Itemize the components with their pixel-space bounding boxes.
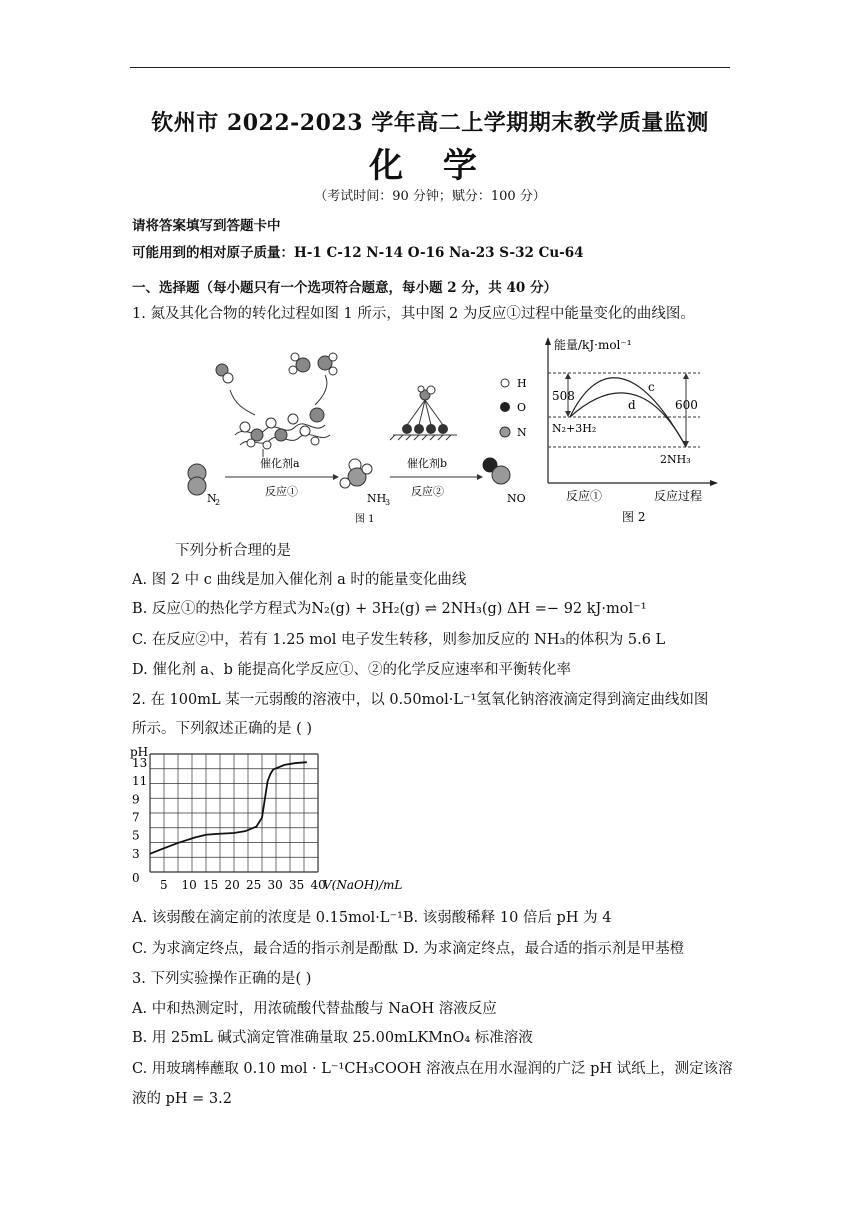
fig2-label-c: c <box>648 380 655 394</box>
fig2-label-d: d <box>628 398 636 412</box>
nh3-subscript: 3 <box>385 498 391 507</box>
legend-n-icon <box>500 427 510 437</box>
y-tick-label: 5 <box>132 828 140 843</box>
x-tick-label: 20 <box>224 878 240 892</box>
fig2-xlabel-reaction: 反应① <box>566 489 603 503</box>
q2-stem-line1: 2. 在 100mL 某一元弱酸的溶液中，以 0.50mol·L⁻¹氢氧化钠溶液滴定得到滴定曲线如图 <box>132 692 709 708</box>
legend-n-label: N <box>517 426 527 439</box>
nh3-label: NH <box>367 492 387 505</box>
fig2-reactants: N₂+3H₂ <box>552 422 597 435</box>
section-heading: 一、选择题（每小题只有一个选项符合题意，每小题 2 分，共 40 分） <box>132 280 557 296</box>
fig2-products: 2NH₃ <box>660 453 691 466</box>
fig2-value-508: 508 <box>552 389 575 403</box>
q2-options-cd: C. 为求滴定终点，最合适的指示剂是酚酞 D. 为求滴定终点，最合适的指示剂是甲基橙 <box>132 941 685 957</box>
catalyst-a-label: 催化剂a <box>260 457 300 470</box>
legend-o-icon <box>500 402 510 412</box>
x-tick-label: 15 <box>203 878 219 892</box>
q1-prompt: 下列分析合理的是 <box>175 543 291 559</box>
nh3-molecule-top <box>289 353 337 375</box>
q1-option-d: D. 催化剂 a、b 能提高化学反应①、②的化学反应速率和平衡转化率 <box>132 662 571 678</box>
catalyst-b-surface <box>390 386 457 440</box>
q1-option-b: B. 反应①的热化学方程式为N₂(g) + 3H₂(g) ⇌ 2NH₃(g) ΔH =− 92 kJ·mol⁻¹ <box>132 601 647 617</box>
q2-stem-line2: 所示。下列叙述正确的是 ( ) <box>132 721 313 737</box>
legend-o-label: O <box>517 401 527 414</box>
chart-xlabel: V(NaOH)/mL <box>323 878 403 892</box>
n2-subscript: 2 <box>215 498 221 507</box>
chart-ylabel: pH <box>130 745 149 759</box>
q2-options-ab: A. 该弱酸在滴定前的浓度是 0.15mol·L⁻¹B. 该弱酸稀释 10 倍后 pH 为 4 <box>132 910 612 926</box>
figure-2-caption: 图 2 <box>622 510 646 524</box>
figure-2 <box>540 335 725 530</box>
q1-option-c: C. 在反应②中，若有 1.25 mol 电子发生转移，则参加反应的 NH₃的体积为 5.6 L <box>132 632 666 648</box>
x-tick-label: 40 <box>310 878 326 892</box>
page-title: 钦州市 2022-2023 学年高二上学期期末教学质量监测 <box>151 110 709 136</box>
fig2-ylabel: 能量/kJ·mol⁻¹ <box>554 338 632 352</box>
y-tick-label: 3 <box>132 846 140 861</box>
n2-label: N <box>207 492 217 505</box>
q3-option-c-line2: 液的 pH = 3.2 <box>132 1091 232 1107</box>
subject-title: 化 学 <box>369 146 491 186</box>
catalyst-b-label: 催化剂b <box>407 457 448 470</box>
fig2-xlabel-process: 反应过程 <box>654 489 703 503</box>
reaction1-label: 反应① <box>265 485 298 498</box>
h2-molecule-top <box>216 364 233 383</box>
q1-option-a: A. 图 2 中 c 曲线是加入催化剂 a 时的能量变化曲线 <box>132 572 467 588</box>
y-tick-label: 9 <box>132 792 140 807</box>
q3-stem: 3. 下列实验操作正确的是( ) <box>132 971 312 987</box>
no-label: NO <box>507 492 526 505</box>
x-tick-label: 30 <box>267 878 283 892</box>
q3-option-a: A. 中和热测定时，用浓硫酸代替盐酸与 NaOH 溶液反应 <box>132 1001 497 1017</box>
catalyst-a-surface <box>235 408 330 449</box>
fig2-curve-c <box>570 378 686 447</box>
x-tick-label: 25 <box>246 878 262 892</box>
n2-molecule <box>188 464 206 495</box>
fig2-value-600: 600 <box>675 398 698 412</box>
y-tick-label: 7 <box>132 810 140 825</box>
q3-option-b: B. 用 25mL 碱式滴定管准确量取 25.00mLKMnO₄ 标准溶液 <box>132 1030 533 1046</box>
legend-h-label: H <box>517 377 527 390</box>
titration-curve <box>150 762 307 854</box>
y-tick-label: 11 <box>132 774 148 789</box>
atomic-masses: 可能用到的相对原子质量：H-1 C-12 N-14 O-16 Na-23 S-32 Cu-64 <box>132 245 584 261</box>
exam-info: （考试时间：90 分钟；赋分：100 分） <box>314 189 546 204</box>
x-tick-label: 35 <box>289 878 305 892</box>
y-tick-label: 0 <box>132 871 140 885</box>
legend-h-icon <box>501 379 509 387</box>
figure-1 <box>175 345 545 525</box>
titration-chart <box>128 744 428 894</box>
answer-instruction: 请将答案填写到答题卡中 <box>132 218 281 234</box>
y-tick-label: 13 <box>132 756 148 771</box>
x-tick-label: 5 <box>160 878 168 892</box>
top-rule <box>130 67 730 68</box>
q1-stem: 1. 氮及其化合物的转化过程如图 1 所示，其中图 2 为反应①过程中能量变化的曲线图。 <box>132 306 695 322</box>
x-tick-label: 10 <box>181 878 197 892</box>
no-molecule <box>483 458 510 484</box>
nh3-molecule <box>340 459 372 488</box>
reaction2-label: 反应② <box>411 485 444 498</box>
figure-1-caption: 图 1 <box>355 514 375 525</box>
q3-option-c-line1: C. 用玻璃棒蘸取 0.10 mol · L⁻¹CH₃COOH 溶液点在用水湿润的广泛 pH 试纸上，测定该溶 <box>132 1061 733 1077</box>
